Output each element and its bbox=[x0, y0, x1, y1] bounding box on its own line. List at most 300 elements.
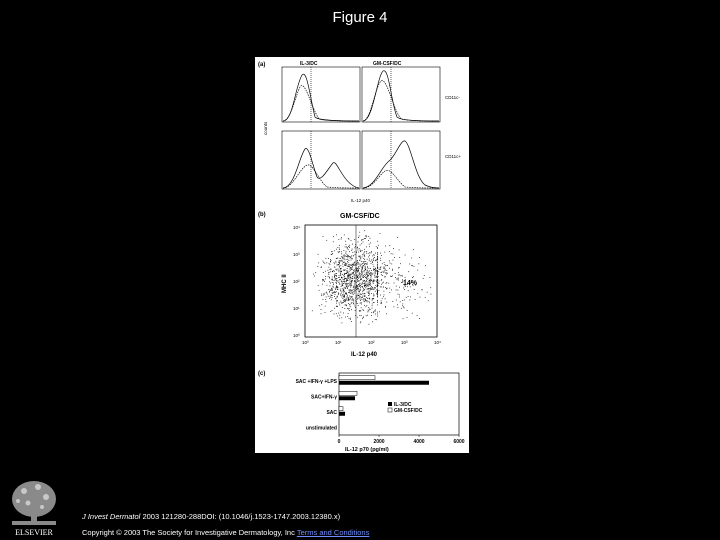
scatter-dot bbox=[393, 248, 394, 249]
figure-svg bbox=[255, 57, 469, 453]
scatter-dot bbox=[348, 297, 349, 298]
scatter-dot bbox=[349, 260, 350, 261]
scatter-dot bbox=[357, 277, 358, 278]
scatter-dot bbox=[362, 263, 363, 264]
scatter-dot bbox=[339, 281, 340, 282]
scatter-dot bbox=[330, 271, 331, 272]
scatter-dot bbox=[374, 275, 375, 276]
scatter-dot bbox=[387, 288, 388, 289]
scatter-dot bbox=[344, 255, 345, 256]
scatter-dot bbox=[377, 316, 378, 317]
scatter-dot bbox=[345, 304, 346, 305]
scatter-dot bbox=[401, 282, 402, 283]
scatter-dot bbox=[389, 268, 390, 269]
scatter-dot bbox=[370, 309, 371, 310]
scatter-dot bbox=[377, 256, 378, 257]
scatter-dot bbox=[342, 288, 343, 289]
scatter-dot bbox=[369, 255, 370, 256]
scatter-dot bbox=[331, 254, 332, 255]
scatter-dot bbox=[402, 304, 403, 305]
legend-gmcsf: GM-CSF/DC bbox=[394, 408, 423, 414]
scatter-dot bbox=[329, 292, 330, 293]
scatter-dot bbox=[404, 300, 405, 301]
scatter-dot bbox=[338, 251, 339, 252]
scatter-dot bbox=[350, 264, 351, 265]
scatter-dot bbox=[400, 263, 401, 264]
scatter-dot bbox=[330, 283, 331, 284]
scatter-dot bbox=[381, 274, 382, 275]
scatter-dot bbox=[363, 271, 364, 272]
scatter-dot bbox=[374, 289, 375, 290]
scatter-dot bbox=[354, 291, 355, 292]
scatter-dot bbox=[349, 310, 350, 311]
scatter-dot bbox=[367, 259, 368, 260]
scatter-dot bbox=[326, 292, 327, 293]
scatter-dot bbox=[341, 286, 342, 287]
scatter-dot bbox=[345, 255, 346, 256]
scatter-dot bbox=[398, 268, 399, 269]
scatter-dot bbox=[369, 271, 370, 272]
scatter-dot bbox=[338, 293, 339, 294]
scatter-dot bbox=[357, 276, 358, 277]
scatter-dot bbox=[336, 282, 337, 283]
scatter-dot bbox=[377, 252, 378, 253]
scatter-dot bbox=[351, 256, 352, 257]
scatter-dot bbox=[361, 286, 362, 287]
scatter-dot bbox=[373, 296, 374, 297]
scatter-dot bbox=[374, 255, 375, 256]
scatter-dot bbox=[349, 274, 350, 275]
scatter-dot bbox=[362, 297, 363, 298]
scatter-dot bbox=[350, 274, 351, 275]
scatter-dot bbox=[345, 253, 346, 254]
scatter-dot bbox=[361, 261, 362, 262]
scatter-dot bbox=[352, 269, 353, 270]
scatter-dot bbox=[356, 282, 357, 283]
scatter-dot bbox=[340, 265, 341, 266]
scatter-dot bbox=[348, 283, 349, 284]
scatter-dot bbox=[377, 281, 378, 282]
scatter-dot bbox=[343, 292, 344, 293]
scatter-dot bbox=[318, 263, 319, 264]
scatter-dot bbox=[327, 294, 328, 295]
scatter-dot bbox=[321, 294, 322, 295]
scatter-dot bbox=[367, 266, 368, 267]
scatter-dot bbox=[384, 271, 385, 272]
scatter-dot bbox=[354, 278, 355, 279]
scatter-dot bbox=[347, 278, 348, 279]
scatter-dot bbox=[380, 260, 381, 261]
scatter-dot bbox=[379, 290, 380, 291]
scatter-dot bbox=[364, 274, 365, 275]
scatter-dot bbox=[377, 241, 378, 242]
scatter-dot bbox=[344, 308, 345, 309]
scatter-dot bbox=[315, 272, 316, 273]
scatter-dot bbox=[349, 299, 350, 300]
panel-b-xlabel: IL-12 p40 bbox=[351, 352, 378, 358]
scatter-dot bbox=[368, 275, 369, 276]
bar-category-label: SAC +IFN-γ +LPS bbox=[295, 378, 337, 385]
scatter-dot bbox=[364, 251, 365, 252]
scatter-dot bbox=[383, 282, 384, 283]
scatter-dot bbox=[342, 261, 343, 262]
panel-b-label: (b) bbox=[258, 212, 266, 218]
scatter-dot bbox=[332, 271, 333, 272]
scatter-dot bbox=[343, 291, 344, 292]
scatter-dot bbox=[354, 304, 355, 305]
scatter-dot bbox=[411, 265, 412, 266]
scatter-dot bbox=[362, 257, 363, 258]
scatter-dot bbox=[360, 293, 361, 294]
scatter-dot bbox=[350, 297, 351, 298]
scatter-dot bbox=[369, 295, 370, 296]
scatter-dot bbox=[347, 308, 348, 309]
scatter-dot bbox=[343, 270, 344, 271]
scatter-dot bbox=[345, 300, 346, 301]
scatter-dot bbox=[339, 269, 340, 270]
scatter-dot bbox=[344, 274, 345, 275]
scatter-dot bbox=[367, 263, 368, 264]
scatter-dot bbox=[363, 317, 364, 318]
scatter-dot bbox=[333, 287, 334, 288]
scatter-dot bbox=[343, 294, 344, 295]
scatter-dot bbox=[326, 301, 327, 302]
scatter-dot bbox=[352, 278, 353, 279]
scatter-dot bbox=[383, 272, 384, 273]
scatter-dot bbox=[386, 313, 387, 314]
scatter-dot bbox=[348, 262, 349, 263]
scatter-dot bbox=[368, 311, 369, 312]
scatter-dot bbox=[358, 305, 359, 306]
scatter-dot bbox=[366, 305, 367, 306]
scatter-dot bbox=[355, 271, 356, 272]
scatter-dot bbox=[373, 281, 374, 282]
scatter-dot bbox=[349, 280, 350, 281]
scatter-dot bbox=[377, 279, 378, 280]
scatter-dot bbox=[332, 277, 333, 278]
scatter-dot bbox=[326, 297, 327, 298]
scatter-dot bbox=[377, 276, 378, 277]
scatter-dot bbox=[419, 257, 420, 258]
scatter-dot bbox=[364, 290, 365, 291]
scatter-dot bbox=[368, 310, 369, 311]
scatter-dot bbox=[330, 296, 331, 297]
scatter-dot bbox=[370, 275, 371, 276]
scatter-dot bbox=[410, 297, 411, 298]
scatter-dot bbox=[355, 315, 356, 316]
scatter-dot bbox=[322, 284, 323, 285]
scatter-dot bbox=[354, 276, 355, 277]
scatter-dot bbox=[345, 247, 346, 248]
scatter-dot bbox=[425, 297, 426, 298]
scatter-dot bbox=[423, 278, 424, 279]
scatter-dot bbox=[399, 297, 400, 298]
scatter-dot bbox=[339, 267, 340, 268]
scatter-dot bbox=[354, 274, 355, 275]
scatter-dot bbox=[393, 260, 394, 261]
scatter-dot bbox=[358, 264, 359, 265]
scatter-dot bbox=[360, 296, 361, 297]
scatter-dot bbox=[349, 298, 350, 299]
scatter-dot bbox=[340, 269, 341, 270]
scatter-dot bbox=[354, 264, 355, 265]
scatter-dot bbox=[332, 295, 333, 296]
scatter-dot bbox=[347, 297, 348, 298]
scatter-dot bbox=[352, 252, 353, 253]
scatter-dot bbox=[379, 283, 380, 284]
scatter-dot bbox=[355, 290, 356, 291]
scatter-dot bbox=[373, 273, 374, 274]
scatter-dot bbox=[396, 279, 397, 280]
scatter-dot bbox=[329, 278, 330, 279]
scatter-dot bbox=[354, 283, 355, 284]
scatter-dot bbox=[373, 266, 374, 267]
scatter-dot bbox=[377, 275, 378, 276]
scatter-dot bbox=[350, 269, 351, 270]
scatter-dot bbox=[364, 261, 365, 262]
scatter-dot bbox=[353, 265, 354, 266]
scatter-dot bbox=[375, 288, 376, 289]
scatter-dot bbox=[332, 289, 333, 290]
scatter-dot bbox=[342, 323, 343, 324]
scatter-dot bbox=[370, 238, 371, 239]
scatter-dot bbox=[347, 272, 348, 273]
panel-b-xticks bbox=[302, 340, 441, 345]
scatter-dot bbox=[385, 246, 386, 247]
scatter-dot bbox=[343, 279, 344, 280]
scatter-dot bbox=[340, 294, 341, 295]
scatter-dot bbox=[364, 295, 365, 296]
bar-category-label: SAC bbox=[326, 409, 337, 416]
scatter-dot bbox=[345, 283, 346, 284]
scatter-dot bbox=[359, 298, 360, 299]
scatter-dot bbox=[347, 266, 348, 267]
scatter-dot bbox=[345, 241, 346, 242]
scatter-dot bbox=[323, 295, 324, 296]
scatter-dot bbox=[334, 277, 335, 278]
scatter-dot bbox=[409, 300, 410, 301]
scatter-dot bbox=[363, 254, 364, 255]
scatter-dot bbox=[384, 277, 385, 278]
scatter-dot bbox=[371, 263, 372, 264]
scatter-dot bbox=[321, 304, 322, 305]
scatter-dot bbox=[427, 292, 428, 293]
scatter-dot bbox=[364, 301, 365, 302]
scatter-dot bbox=[383, 287, 384, 288]
scatter-dot bbox=[350, 268, 351, 269]
scatter-dot bbox=[352, 244, 353, 245]
scatter-dot bbox=[358, 284, 359, 285]
scatter-dot bbox=[385, 273, 386, 274]
panel-b-ytick: 10¹ bbox=[293, 306, 300, 311]
scatter-dot bbox=[344, 273, 345, 274]
scatter-dot bbox=[375, 287, 376, 288]
scatter-dot bbox=[345, 264, 346, 265]
scatter-dot bbox=[403, 318, 404, 319]
scatter-dot bbox=[346, 278, 347, 279]
scatter-dot bbox=[330, 261, 331, 262]
scatter-dot bbox=[357, 289, 358, 290]
scatter-dot bbox=[361, 294, 362, 295]
scatter-dot bbox=[348, 255, 349, 256]
scatter-dot bbox=[398, 294, 399, 295]
scatter-dot bbox=[367, 300, 368, 301]
scatter-dot bbox=[378, 276, 379, 277]
scatter-dot bbox=[368, 278, 369, 279]
scatter-dot bbox=[363, 299, 364, 300]
scatter-dot bbox=[356, 275, 357, 276]
scatter-dot bbox=[334, 296, 335, 297]
scatter-dot bbox=[386, 270, 387, 271]
scatter-dot bbox=[367, 302, 368, 303]
scatter-dot bbox=[371, 289, 372, 290]
scatter-dot bbox=[354, 285, 355, 286]
scatter-dot bbox=[390, 263, 391, 264]
scatter-dot bbox=[381, 284, 382, 285]
scatter-dot bbox=[375, 273, 376, 274]
scatter-dot bbox=[358, 250, 359, 251]
scatter-dot bbox=[367, 271, 368, 272]
scatter-dot bbox=[365, 267, 366, 268]
scatter-dot bbox=[341, 256, 342, 257]
scatter-dot bbox=[373, 268, 374, 269]
scatter-dot bbox=[342, 284, 343, 285]
scatter-dot bbox=[356, 278, 357, 279]
scatter-dot bbox=[366, 297, 367, 298]
scatter-dot bbox=[370, 288, 371, 289]
scatter-dot bbox=[369, 302, 370, 303]
scatter-dot bbox=[369, 309, 370, 310]
panel-a-xlabel: IL-12 p40 bbox=[351, 198, 371, 203]
scatter-dot bbox=[347, 316, 348, 317]
scatter-dot bbox=[363, 288, 364, 289]
scatter-dot bbox=[356, 292, 357, 293]
scatter-dot bbox=[364, 263, 365, 264]
scatter-dot bbox=[344, 281, 345, 282]
scatter-dot bbox=[385, 268, 386, 269]
scatter-dot bbox=[363, 277, 364, 278]
scatter-dot bbox=[361, 272, 362, 273]
scatter-dot bbox=[329, 272, 330, 273]
scatter-dot bbox=[414, 289, 415, 290]
scatter-dot bbox=[362, 277, 363, 278]
scatter-dot bbox=[337, 288, 338, 289]
scatter-dot bbox=[397, 237, 398, 238]
scatter-dot bbox=[361, 284, 362, 285]
scatter-dot bbox=[371, 274, 372, 275]
scatter-dot bbox=[359, 295, 360, 296]
scatter-dot bbox=[371, 270, 372, 271]
scatter-dot bbox=[344, 265, 345, 266]
scatter-dot bbox=[350, 276, 351, 277]
scatter-dot bbox=[359, 297, 360, 298]
scatter-dot bbox=[357, 285, 358, 286]
scatter-dot bbox=[391, 276, 392, 277]
scatter-dot bbox=[358, 271, 359, 272]
scatter-dot bbox=[363, 281, 364, 282]
scatter-dot bbox=[390, 276, 391, 277]
scatter-dot bbox=[371, 312, 372, 313]
scatter-dot bbox=[372, 308, 373, 309]
scatter-dot bbox=[354, 265, 355, 266]
scatter-dot bbox=[342, 295, 343, 296]
scatter-dot bbox=[407, 310, 408, 311]
scatter-dot bbox=[322, 279, 323, 280]
scatter-dot bbox=[396, 300, 397, 301]
bar-category-label: unstimulated bbox=[305, 425, 337, 432]
scatter-dot bbox=[398, 307, 399, 308]
scatter-dot bbox=[375, 310, 376, 311]
scatter-dot bbox=[349, 239, 350, 240]
scatter-dot bbox=[367, 292, 368, 293]
scatter-dot bbox=[337, 306, 338, 307]
scatter-dot bbox=[330, 297, 331, 298]
scatter-dot bbox=[368, 282, 369, 283]
scatter-dot bbox=[366, 247, 367, 248]
scatter-dot bbox=[358, 252, 359, 253]
bar-gmcsf bbox=[339, 391, 357, 395]
scatter-dot bbox=[350, 287, 351, 288]
scatter-dot bbox=[425, 265, 426, 266]
panel-b-ytick: 10³ bbox=[293, 252, 300, 257]
scatter-dot bbox=[351, 309, 352, 310]
scatter-dot bbox=[369, 291, 370, 292]
scatter-dot bbox=[363, 290, 364, 291]
scatter-dot bbox=[364, 296, 365, 297]
scatter-dot bbox=[359, 280, 360, 281]
scatter-dot bbox=[358, 294, 359, 295]
scatter-dot bbox=[376, 282, 377, 283]
scatter-dot bbox=[389, 251, 390, 252]
scatter-dot bbox=[353, 287, 354, 288]
scatter-dot bbox=[338, 313, 339, 314]
scatter-dot bbox=[361, 264, 362, 265]
scatter-dot bbox=[369, 284, 370, 285]
scatter-dot bbox=[377, 270, 378, 271]
scatter-dot bbox=[364, 249, 365, 250]
scatter-dot bbox=[342, 264, 343, 265]
scatter-dot bbox=[360, 289, 361, 290]
scatter-dot bbox=[340, 271, 341, 272]
scatter-dot bbox=[365, 287, 366, 288]
scatter-dot bbox=[373, 260, 374, 261]
scatter-dot bbox=[344, 270, 345, 271]
scatter-dot bbox=[349, 296, 350, 297]
scatter-dot bbox=[341, 268, 342, 269]
scatter-dot bbox=[339, 271, 340, 272]
scatter-dot bbox=[368, 275, 369, 276]
scatter-dot bbox=[358, 269, 359, 270]
scatter-dot bbox=[362, 299, 363, 300]
terms-link[interactable]: Terms and Conditions bbox=[296, 528, 370, 537]
scatter-dot bbox=[381, 279, 382, 280]
scatter-dot bbox=[392, 301, 393, 302]
scatter-dot bbox=[391, 253, 392, 254]
scatter-dot bbox=[375, 314, 376, 315]
copyright-text: Copyright © 2003 The Society for Investigative Dermatology, Inc bbox=[82, 528, 297, 537]
scatter-dot bbox=[354, 263, 355, 264]
scatter-dot bbox=[430, 277, 431, 278]
scatter-dot bbox=[369, 301, 370, 302]
scatter-dot bbox=[387, 273, 388, 274]
scatter-dot bbox=[376, 271, 377, 272]
scatter-dot bbox=[344, 291, 345, 292]
scatter-dot bbox=[343, 302, 344, 303]
scatter-dot bbox=[336, 249, 337, 250]
scatter-dot bbox=[352, 292, 353, 293]
scatter-dot bbox=[372, 287, 373, 288]
scatter-dot bbox=[360, 266, 361, 267]
